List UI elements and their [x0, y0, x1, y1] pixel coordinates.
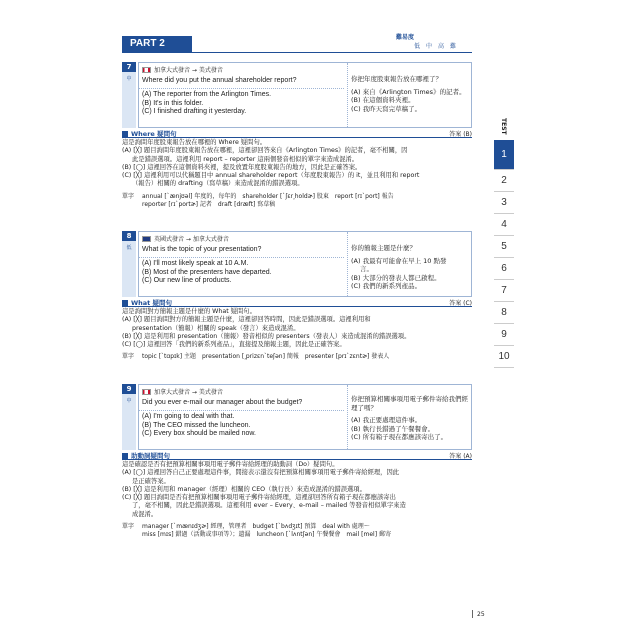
canada-flag-icon	[142, 389, 151, 395]
question-english	[139, 385, 344, 439]
question-difficulty: 中	[126, 76, 132, 82]
question-number: 7	[122, 62, 136, 72]
test-index-item-10[interactable]: 10	[494, 346, 514, 368]
explanation-body	[122, 139, 472, 189]
vocab-label: 單字	[122, 523, 135, 531]
zh-option-list	[348, 257, 473, 291]
zh-option-a: (A) 我最有可能會在早上 10 點發	[351, 256, 447, 265]
question-difficulty: 低	[126, 245, 132, 251]
question-number-strip	[122, 62, 136, 128]
section-icon	[122, 131, 128, 137]
option-c: (C) Our new line of products.	[142, 277, 232, 284]
option-list	[139, 410, 344, 439]
question-text: What is the topic of your presentation?	[142, 246, 262, 253]
option-a: (A) I'll most likely speak at 10 A.M.	[142, 260, 249, 267]
vocab-line: annual [ˋænjʊəl] 年度的，每年的 shareholder [ˋʃɛr͵holdɚ] 股東 report [rɪˋport] 報告	[142, 192, 394, 200]
question-box	[138, 62, 472, 128]
explanation-line: 這是詢問對方簡報主題是什麼的 What 疑問句。	[122, 308, 256, 315]
question-number: 8	[122, 231, 136, 241]
question-english	[139, 63, 344, 117]
question-number-strip	[122, 231, 136, 297]
option-a: (A) I'm going to deal with that.	[142, 413, 235, 420]
explanation-line: 這是詢問年度股東報告放在哪裡的 Where 疑問句。	[122, 139, 267, 146]
level-high: 高	[438, 43, 445, 50]
test-index-item-9[interactable]: 9	[494, 324, 514, 346]
accent-text: 加拿大式發音 → 美式發音	[154, 389, 223, 396]
explanation-8	[122, 299, 472, 361]
option-list	[139, 88, 344, 117]
accent-tag	[142, 387, 341, 396]
option-b: (B) It's in this folder.	[142, 99, 204, 107]
explanation-header	[122, 299, 472, 307]
answer-label: 答案 (C)	[449, 300, 472, 307]
test-index-item-1[interactable]: 1	[494, 140, 514, 170]
option-a: (A) The reporter from the Arlington Times.	[142, 91, 272, 98]
question-9	[122, 384, 472, 450]
explanation-line: (C) [╳] 題目詢問是否有把預算相關事項用電子郵件寄給經理，這裡卻回答所有箱子現在都應該寄出	[122, 494, 396, 502]
test-index-item-2[interactable]: 2	[494, 170, 514, 192]
explanation-body	[122, 461, 472, 519]
question-chinese	[347, 63, 473, 127]
explanation-line: 了，毫不相關，因此是錯誤選項。這裡利用 ever – Every、e-mail – mailed 等發音相似單字來造	[132, 502, 406, 510]
test-index-item-4[interactable]: 4	[494, 214, 514, 236]
vocabulary	[122, 523, 472, 539]
header-rule	[122, 52, 472, 53]
explanation-line: (B) [╳] 這是利用和 manager（經理）相關的 CEO（執行長）來造成混淆的錯誤選項。	[122, 485, 366, 493]
question-8	[122, 231, 472, 297]
test-index-item-8[interactable]: 8	[494, 302, 514, 324]
page	[100, 32, 520, 600]
option-c: (C) Every box should be mailed now.	[142, 430, 256, 437]
zh-question: 你的簡報主題是什麼？	[351, 244, 416, 252]
difficulty-legend	[396, 32, 476, 50]
test-label: TEST	[500, 118, 507, 135]
explanation-line: (B) [◯] 這裡回答在這個資料夾裡，提及放置年度股東報告的地方，因此是正確答案。	[122, 163, 362, 171]
answer-label: 答案 (A)	[449, 453, 472, 460]
explanation-line: (A) [╳] 題目詢問年度股東報告放在哪裡，這裡卻回答來自《Arlington Times》的記者，毫不相關，因	[122, 147, 408, 155]
zh-option-a: (A) 我正要處理這件事。	[351, 416, 422, 424]
zh-option-list	[348, 416, 473, 442]
explanation-line: 此是錯誤選項。這裡利用 report – reporter 這兩個發音相似的單字來造成混淆。	[132, 155, 359, 163]
level-low: 低	[414, 43, 421, 50]
explanation-type: 助動詞疑問句	[131, 452, 170, 460]
explanation-type: What 疑問句	[131, 299, 173, 307]
zh-option-c: (C) 所有箱子現在都應該寄出了。	[351, 433, 448, 441]
explanation-type: Where 疑問句	[131, 130, 177, 138]
explanation-line: (A) [╳] 題目詢問對方的簡報主題是什麼，這裡卻回答時間，因此是錯誤選項。這裡利用和	[122, 316, 371, 324]
test-index-item-6[interactable]: 6	[494, 258, 514, 280]
accent-text: 英國式發音 → 加拿大式發音	[154, 236, 229, 243]
zh-question: 你把年度股東報告放在哪裡了？	[351, 75, 442, 83]
question-7	[122, 62, 472, 128]
vocab-line: topic [ˋtɑpɪk] 主題 presentation [͵prizɛnˋteʃən] 簡報 presenter [prɪˋzɛntɚ] 發表人	[142, 353, 390, 361]
accent-text: 加拿大式發音 → 美式發音	[154, 67, 223, 74]
vocabulary	[122, 353, 472, 361]
question-difficulty: 中	[126, 398, 132, 404]
section-icon	[122, 300, 128, 306]
canada-flag-icon	[142, 67, 151, 73]
test-index	[494, 140, 516, 368]
explanation-7	[122, 130, 472, 209]
explanation-title	[122, 298, 172, 307]
page-number-bar	[472, 610, 473, 618]
explanation-title	[122, 129, 177, 138]
section-icon	[122, 453, 128, 459]
answer-label: 答案 (B)	[449, 131, 472, 138]
question-box	[138, 231, 472, 297]
question-box	[138, 384, 472, 450]
difficulty-levels	[414, 41, 476, 50]
option-b: (B) Most of the presenters have departed.	[142, 268, 272, 276]
zh-option-a: (A) 來自《Arlington Times》的記者。	[351, 87, 466, 96]
question-text: Did you ever e-mail our manager about the budget?	[142, 399, 303, 406]
accent-tag	[142, 65, 341, 74]
zh-option-b: (B) 在這個資料夾裡。	[351, 96, 415, 104]
question-chinese	[347, 232, 473, 296]
explanation-line: (C) [╳] 這裡利用可以代稱題目中 annual shareholder report（年度股東報告）的 it，並且利用和 report	[122, 172, 420, 180]
zh-option-b: (B) 執行長錯過了午餐餐會。	[351, 424, 435, 433]
level-mid: 中	[426, 43, 433, 50]
explanation-title	[122, 451, 170, 460]
explanation-line: （報告）相關的 drafting（寫草稿）來造成混淆的錯誤選項。	[132, 180, 304, 188]
vocab-line: reporter [rɪˋportɚ] 記者 draft [dræft] 寫草稿	[142, 200, 276, 208]
vocab-line: miss [mɪs] 錯過（活動或事項等）；遺漏 luncheon [ˋlʌntʃən] 午餐餐會 mail [mel] 郵寄	[142, 531, 391, 539]
explanation-header	[122, 452, 472, 460]
difficulty-label: 難易度	[396, 34, 415, 41]
zh-question: 你把預算相關事項用電子郵件寄給我們經理了嗎？	[351, 395, 468, 412]
part-label: PART 2	[122, 36, 192, 52]
question-chinese	[347, 385, 473, 449]
vocab-label: 單字	[122, 192, 135, 200]
zh-option-list	[348, 88, 473, 114]
zh-option-a-cont: 言。	[360, 265, 373, 273]
option-c: (C) I finished drafting it yesterday.	[142, 108, 247, 115]
explanation-line: (B) [╳] 這是利用和 presentation（簡報）發音相似的 presenters（發表人）來造成混淆的錯誤選項。	[122, 332, 411, 340]
question-number: 9	[122, 384, 136, 394]
zh-option-c: (C) 我們的新系列產品。	[351, 282, 422, 290]
explanation-line: presentation（簡報）相關的 speak（發言）來造成混淆。	[132, 324, 300, 332]
option-list	[139, 257, 344, 286]
explanation-body	[122, 308, 472, 349]
vocab-line: manager [ˋmænɪdʒɚ] 經理，管理者 budget [ˋbʌdʒɪt] 預算 deal with 處理～	[142, 523, 370, 531]
test-index-item-7[interactable]: 7	[494, 280, 514, 302]
vocab-label: 單字	[122, 353, 135, 361]
question-english	[139, 232, 344, 286]
explanation-line: (C) [◯] 這裡回答「我們的新系列產品」，直接提及簡報主題，因此是正確答案。	[122, 341, 346, 349]
uk-flag-icon	[142, 236, 151, 242]
question-number-strip	[122, 384, 136, 450]
explanation-9	[122, 452, 472, 539]
explanation-line: 成混淆。	[132, 510, 158, 518]
explanation-line: 是正確答案。	[132, 477, 170, 485]
accent-tag	[142, 234, 341, 243]
explanation-line: (A) [◯] 這裡回答自己正要處理這件事，間接表示還沒有把預算相關事項用電子郵件寄給經理，因此	[122, 469, 400, 477]
option-b: (B) The CEO missed the luncheon.	[142, 421, 251, 429]
zh-option-c: (C) 我昨天寫完草稿了。	[351, 104, 422, 113]
test-index-item-3[interactable]: 3	[494, 192, 514, 214]
page-number: 25	[477, 611, 485, 618]
explanation-header	[122, 130, 472, 138]
level-hard: 難	[450, 43, 457, 50]
vocabulary	[122, 193, 472, 209]
zh-option-b: (B) 大部分的發表人都已啟程。	[351, 273, 441, 282]
question-text: Where did you put the annual shareholder report?	[142, 77, 297, 84]
test-index-item-5[interactable]: 5	[494, 236, 514, 258]
explanation-line: 這是確認是否有把預算相關事項用電子郵件寄給經理的助動詞（Do）疑問句。	[122, 461, 339, 468]
